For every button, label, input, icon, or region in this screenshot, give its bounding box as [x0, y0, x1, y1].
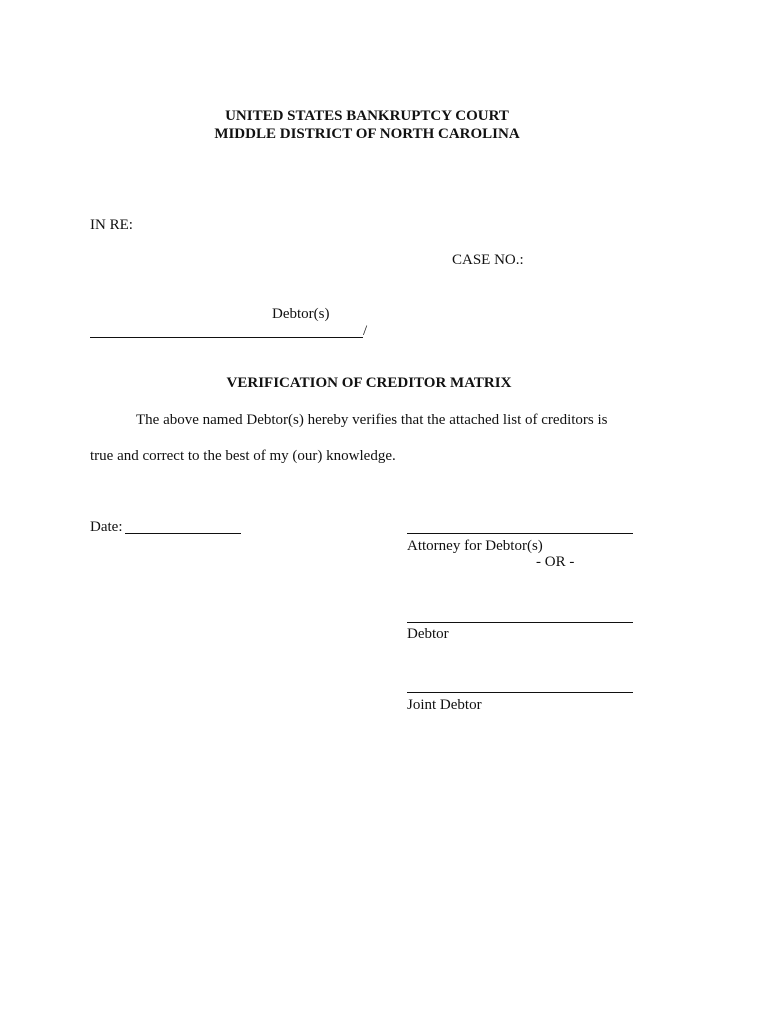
joint-debtor-signature-label: Joint Debtor — [407, 697, 482, 713]
or-separator: - OR - — [536, 554, 575, 570]
verification-text-line-2: true and correct to the best of my (our) knowledge. — [90, 448, 396, 464]
joint-debtor-signature-line[interactable] — [407, 692, 633, 693]
debtor-signature-label: Debtor — [407, 626, 449, 642]
date-line[interactable] — [125, 533, 241, 534]
date-label: Date: — [90, 519, 123, 535]
case-number-label: CASE NO.: — [452, 252, 524, 268]
court-district: MIDDLE DISTRICT OF NORTH CAROLINA — [214, 126, 520, 142]
caption-underline — [90, 337, 363, 338]
debtors-label: Debtor(s) — [272, 306, 330, 322]
attorney-signature-line[interactable] — [407, 533, 633, 534]
court-name: UNITED STATES BANKRUPTCY COURT — [225, 108, 509, 124]
attorney-signature-label: Attorney for Debtor(s) — [407, 538, 543, 554]
document-title: VERIFICATION OF CREDITOR MATRIX — [226, 375, 512, 391]
debtor-signature-line[interactable] — [407, 622, 633, 623]
in-re-label: IN RE: — [90, 217, 133, 233]
caption-slash: / — [363, 323, 368, 339]
verification-text-line-1: The above named Debtor(s) hereby verifies that the attached list of creditors is — [136, 412, 608, 428]
